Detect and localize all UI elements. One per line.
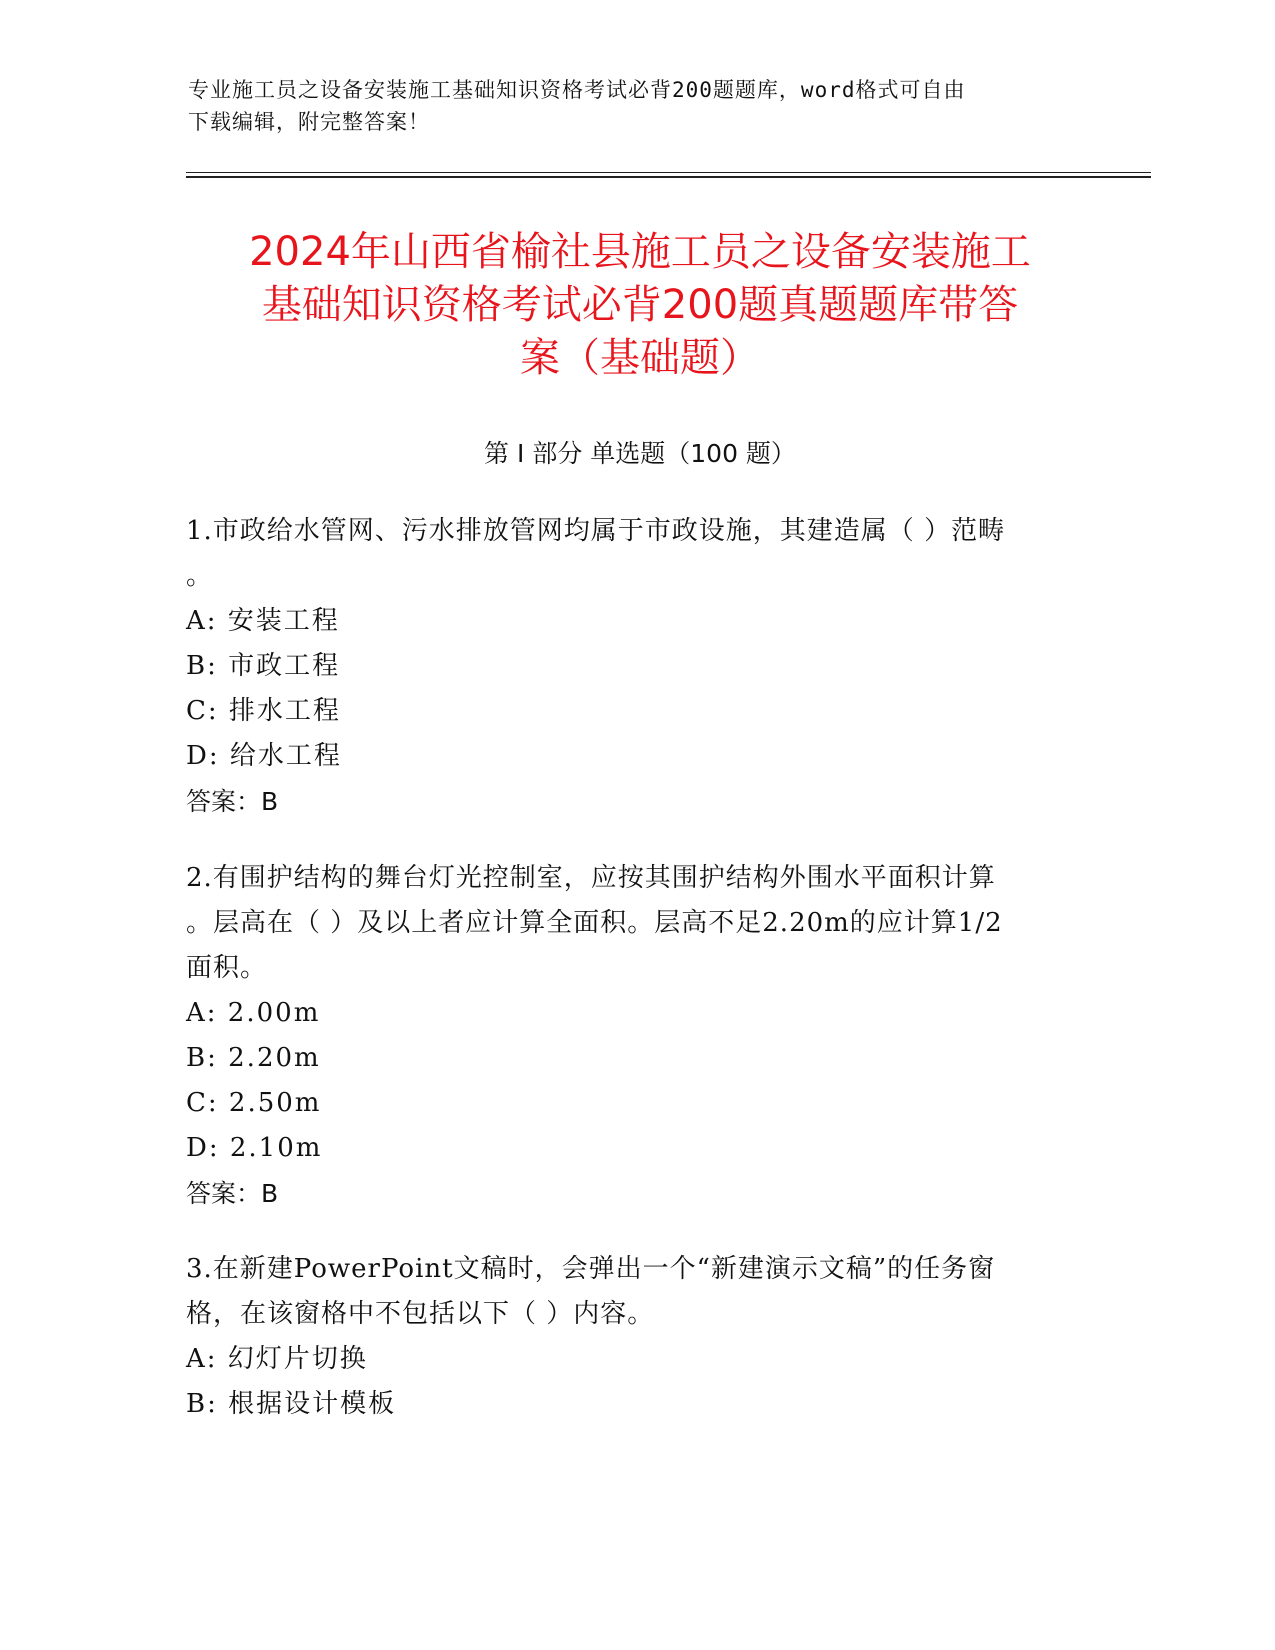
title-line: 基础知识资格考试必背200题真题题库带答 [261,282,1019,328]
option-c: C: 2.50m [186,1088,322,1118]
question-stem: 格，在该窗格中不包括以下（ ）内容。 [186,1299,655,1329]
question-stem: 。层高在（ ）及以上者应计算全面积。层高不足2.20m的应计算1/2 [186,908,1003,938]
header-note-line: 专业施工员之设备安装施工基础知识资格考试必背200题题库，word格式可自由 [188,78,966,102]
question-stem: 2.有围护结构的舞台灯光控制室，应按其围护结构外围水平面积计算 [186,863,996,893]
question-2 [186,856,1086,1216]
option-b: B: 2.20m [186,1043,321,1073]
question-3 [186,1247,1086,1427]
option-a: A: 2.00m [186,998,321,1028]
question-stem: 3.在新建PowerPoint文稿时，会弹出一个“新建演示文稿”的任务窗 [186,1254,996,1284]
title-line: 2024年山西省榆社县施工员之设备安装施工 [249,229,1031,275]
header-divider-thick [186,176,1151,178]
section-title: 第 I 部分 单选题（100 题） [484,439,796,468]
question-1 [186,509,1086,824]
option-c: C: 排水工程 [186,696,341,726]
option-b: B: 根据设计模板 [186,1389,397,1419]
question-stem: 。 [186,561,214,591]
answer: 答案：B [186,1179,279,1208]
option-b: B: 市政工程 [186,651,341,681]
header-note-line: 下载编辑，附完整答案！ [188,110,430,134]
document-title [150,226,1130,385]
question-stem: 面积。 [186,953,268,983]
answer: 答案：B [186,787,279,816]
header-divider-thin [186,172,1151,173]
question-stem: 1.市政给水管网、污水排放管网均属于市政设施，其建造属（ ）范畴 [186,516,1006,546]
option-a: A: 幻灯片切换 [186,1344,368,1374]
option-d: D: 给水工程 [186,741,342,771]
option-a: A: 安装工程 [186,606,340,636]
header-note [188,74,1078,138]
title-line: 案（基础题） [520,335,760,381]
option-d: D: 2.10m [186,1133,323,1163]
